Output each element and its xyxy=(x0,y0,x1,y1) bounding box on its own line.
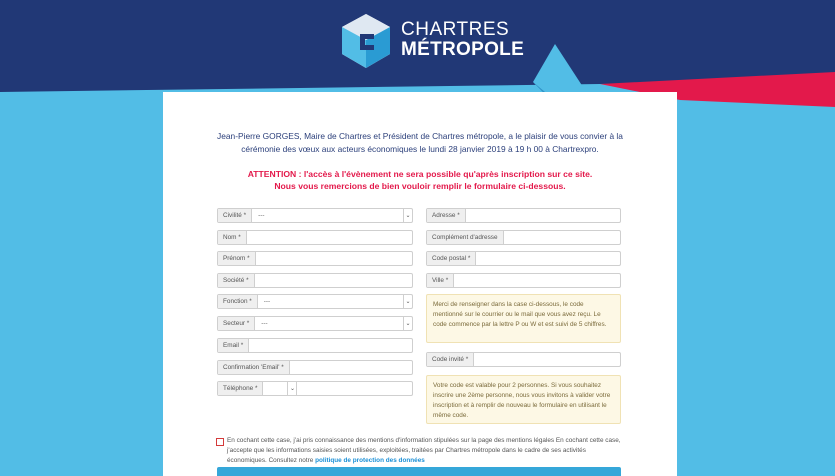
ville-input[interactable] xyxy=(454,274,620,287)
code-postal-input[interactable] xyxy=(476,252,620,265)
brand-wordmark xyxy=(401,20,524,60)
secteur-select[interactable] xyxy=(217,316,413,331)
complement-field[interactable] xyxy=(426,230,621,245)
ville-field[interactable] xyxy=(426,273,621,288)
adresse-field[interactable] xyxy=(426,208,621,223)
confirm-email-input[interactable] xyxy=(290,361,412,374)
complement-label: Complément d'adresse xyxy=(427,231,504,244)
prenom-field[interactable] xyxy=(217,251,413,266)
chevron-down-icon[interactable]: ⌄ xyxy=(403,317,412,330)
fonction-label: Fonction * xyxy=(218,295,258,308)
complement-input[interactable] xyxy=(504,231,620,244)
civilite-label: Civilité * xyxy=(218,209,252,222)
chevron-down-icon[interactable]: ⌄ xyxy=(287,382,296,395)
warning-text xyxy=(215,168,625,192)
intro-text: Jean-Pierre GORGES, Maire de Chartres et Président de Chartres métropole, a le plaisir de vous convier à la cérémonie des vœux aux acteurs économiques le lundi 28 janvier 2019 à 19 h 00 à Chartrexpro. xyxy=(217,131,623,154)
submit-button[interactable] xyxy=(217,467,621,476)
brand-line-1: CHARTRES xyxy=(401,19,510,40)
brand-line-2: MÉTROPOLE xyxy=(401,38,525,60)
code-info-note: Merci de renseigner dans la case ci-dessous, le code mentionné sur le courrier ou le mail que vous avez reçu. Le code commence par la lettre P ou W et est suivi de 5 chiffres. xyxy=(426,294,621,343)
code-postal-label: Code postal * xyxy=(427,252,476,265)
fonction-select[interactable] xyxy=(217,294,413,309)
code-validity-note: Votre code est valable pour 2 personnes. Si vous souhaitez inscrire une 2ème personne, nous vous invitons à valider votre inscription et à remplir de nouveau le formulaire en utilisant le même code. xyxy=(426,375,621,424)
prenom-input[interactable] xyxy=(256,252,412,265)
email-label: Email * xyxy=(218,339,249,352)
warning-line-1: ATTENTION : l'accès à l'évènement ne sera possible qu'après inscription sur ce site. xyxy=(247,169,593,179)
societe-label: Société * xyxy=(218,274,255,287)
civilite-value: --- xyxy=(258,212,265,219)
warning-line-2: Nous vous remercions de bien vouloir remplir le formulaire ci-dessous. xyxy=(274,181,566,191)
secteur-label: Secteur * xyxy=(218,317,255,330)
prenom-label: Prénom * xyxy=(218,252,256,265)
consent-body: En cochant cette case, j'ai pris connaissance des mentions d'information stipulées sur la page des mentions légales En cochant cette case, j'accepte que les informations saisies soient utilisées, exploitées, traitées par Chartres métropole dans le cadre de ses activités économiques. Consultez notre xyxy=(227,437,621,464)
chevron-down-icon[interactable]: ⌄ xyxy=(403,295,412,308)
telephone-input[interactable] xyxy=(297,382,412,395)
telephone-country-select[interactable] xyxy=(263,382,297,395)
ville-label: Ville * xyxy=(427,274,454,287)
code-invite-field[interactable] xyxy=(426,352,621,367)
code-invite-input[interactable] xyxy=(474,353,620,366)
code-postal-field[interactable] xyxy=(426,251,621,266)
adresse-input[interactable] xyxy=(466,209,620,222)
societe-input[interactable] xyxy=(255,274,412,287)
fonction-value: --- xyxy=(263,298,271,305)
confirm-email-label: Confirmation 'Email' * xyxy=(218,361,290,374)
telephone-field[interactable] xyxy=(217,381,413,396)
civilite-select[interactable] xyxy=(217,208,413,223)
privacy-policy-link[interactable]: politique de protection des données xyxy=(315,457,425,464)
code-invite-label: Code invité * xyxy=(427,353,474,366)
adresse-label: Adresse * xyxy=(427,209,466,222)
email-input[interactable] xyxy=(249,339,412,352)
secteur-value: --- xyxy=(261,320,268,327)
consent-checkbox[interactable] xyxy=(216,438,224,446)
telephone-label: Téléphone * xyxy=(218,382,263,395)
societe-field[interactable] xyxy=(217,273,413,288)
confirm-email-field[interactable] xyxy=(217,360,413,375)
nom-input[interactable] xyxy=(247,231,412,244)
email-field[interactable] xyxy=(217,338,413,353)
nom-field[interactable] xyxy=(217,230,413,245)
chevron-down-icon[interactable]: ⌄ xyxy=(403,209,412,222)
consent-text xyxy=(227,436,625,466)
nom-label: Nom * xyxy=(218,231,247,244)
